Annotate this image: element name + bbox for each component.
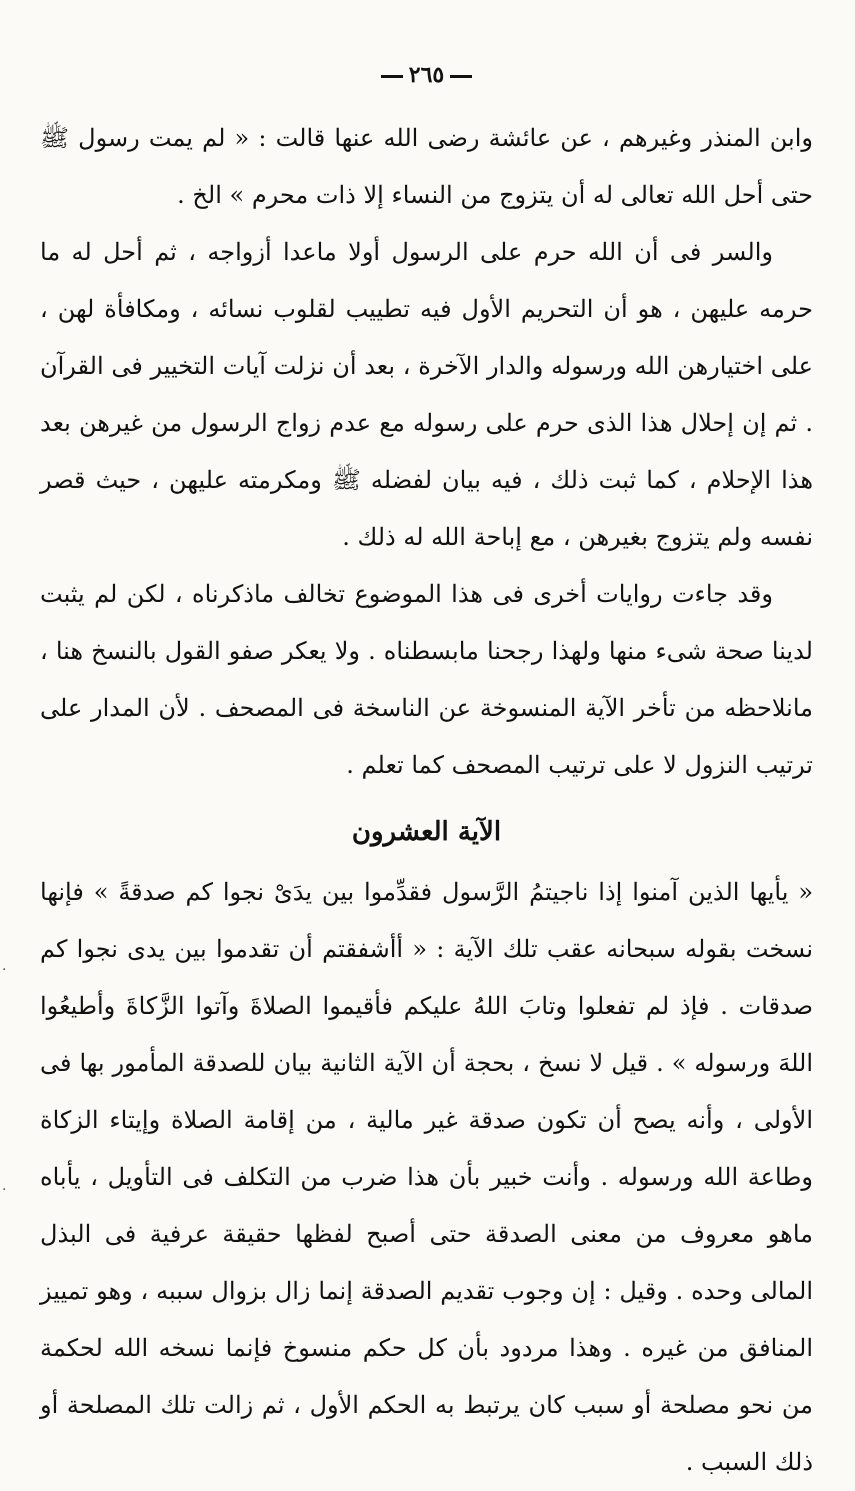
body-text-top xyxy=(40,110,813,794)
paragraph-3: وقد جاءت روايات أخرى فى هذا الموضوع تخالف ماذكرناه ، لكن لم يثبت لدينا صحة شىء منها ولهذا رجحنا مابسطناه . ولا يعكر صفو القول بالنسخ هنا ، مانلاحظه من تأخر الآية المنسوخة عن الناسخة فى المصحف . لأن المدار على ترتيب النزول لا على ترتيب المصحف كما تعلم . xyxy=(40,580,813,779)
section-heading: الآية العشرون xyxy=(351,817,502,847)
paragraph-4: « يأيها الذين آمنوا إذا ناجيتمُ الرَّسول فقدِّموا بين يدَىْ نجوا كم صدقةً » فإنها نسخت بقوله سبحانه عقب تلك الآية : « أأشفقتم أن تقدموا بين يدى نجوا كم صدقات . فإذ لم تفعلوا وتابَ اللهُ عليكم فأقيموا الصلاةَ وآتوا الزَّكاةَ وأطيعُوا اللهَ ورسوله » . قيل لا نسخ ، بحجة أن الآية الثانية بيان للصدقة المأمور بها فى الأولى ، وأنه يصح أن تكون صدقة غير مالية ، من إقامة الصلاة وإيتاء الزكاة وطاعة الله ورسوله . وأنت خبير بأن هذا ضرب من التكلف فى التأويل ، يأباه ماهو معروف من معنى الصدقة حتى أصبح لفظها حقيقة عرفية فى البذل المالى وحده . وقيل : إن وجوب تقديم الصدقة إنما زال بزوال سببه ، وهو تمييز المنافق من غيره . وهذا مردود بأن كل حكم منسوخ فإنما نسخه الله لحكمة من نحو مصلحة أو سبب كان يرتبط به الحكم الأول ، ثم زالت تلك المصلحة أو ذلك السبب . xyxy=(40,878,814,1476)
dash-right xyxy=(450,75,472,78)
paragraph-2: والسر فى أن الله حرم على الرسول أولا ماعدا أزواجه ، ثم أحل له ما حرمه عليهن ، هو أن التحريم الأول فيه تطييب لقلوب نسائه ، ومكافأة لهن ، على اختيارهن الله ورسوله والدار الآخرة ، بعد أن نزلت آيات التخيير فى القرآن . ثم إن إحلال هذا الذى حرم على رسوله مع عدم زواج الرسول من غيرهن بعد هذا الإحلام ، كما ثبت ذلك ، فيه بيان لفضله ﷺ ومكرمته عليهن ، حيث قصر نفسه ولم يتزوج بغيرهن ، مع إباحة الله له ذلك . xyxy=(40,238,813,551)
margin-mark: · xyxy=(2,962,7,978)
body-text-bottom xyxy=(40,864,813,1491)
page-number xyxy=(40,62,813,88)
page-number-text: ٢٦٥ xyxy=(408,62,445,88)
margin-mark: · xyxy=(2,1182,7,1198)
dash-left xyxy=(381,75,403,78)
paragraph-1: وابن المنذر وغيرهم ، عن عائشة رضى الله عنها قالت : « لم يمت رسول ﷺ حتى أحل الله تعالى له أن يتزوج من النساء إلا ذات محرم » الخ . xyxy=(40,124,813,209)
